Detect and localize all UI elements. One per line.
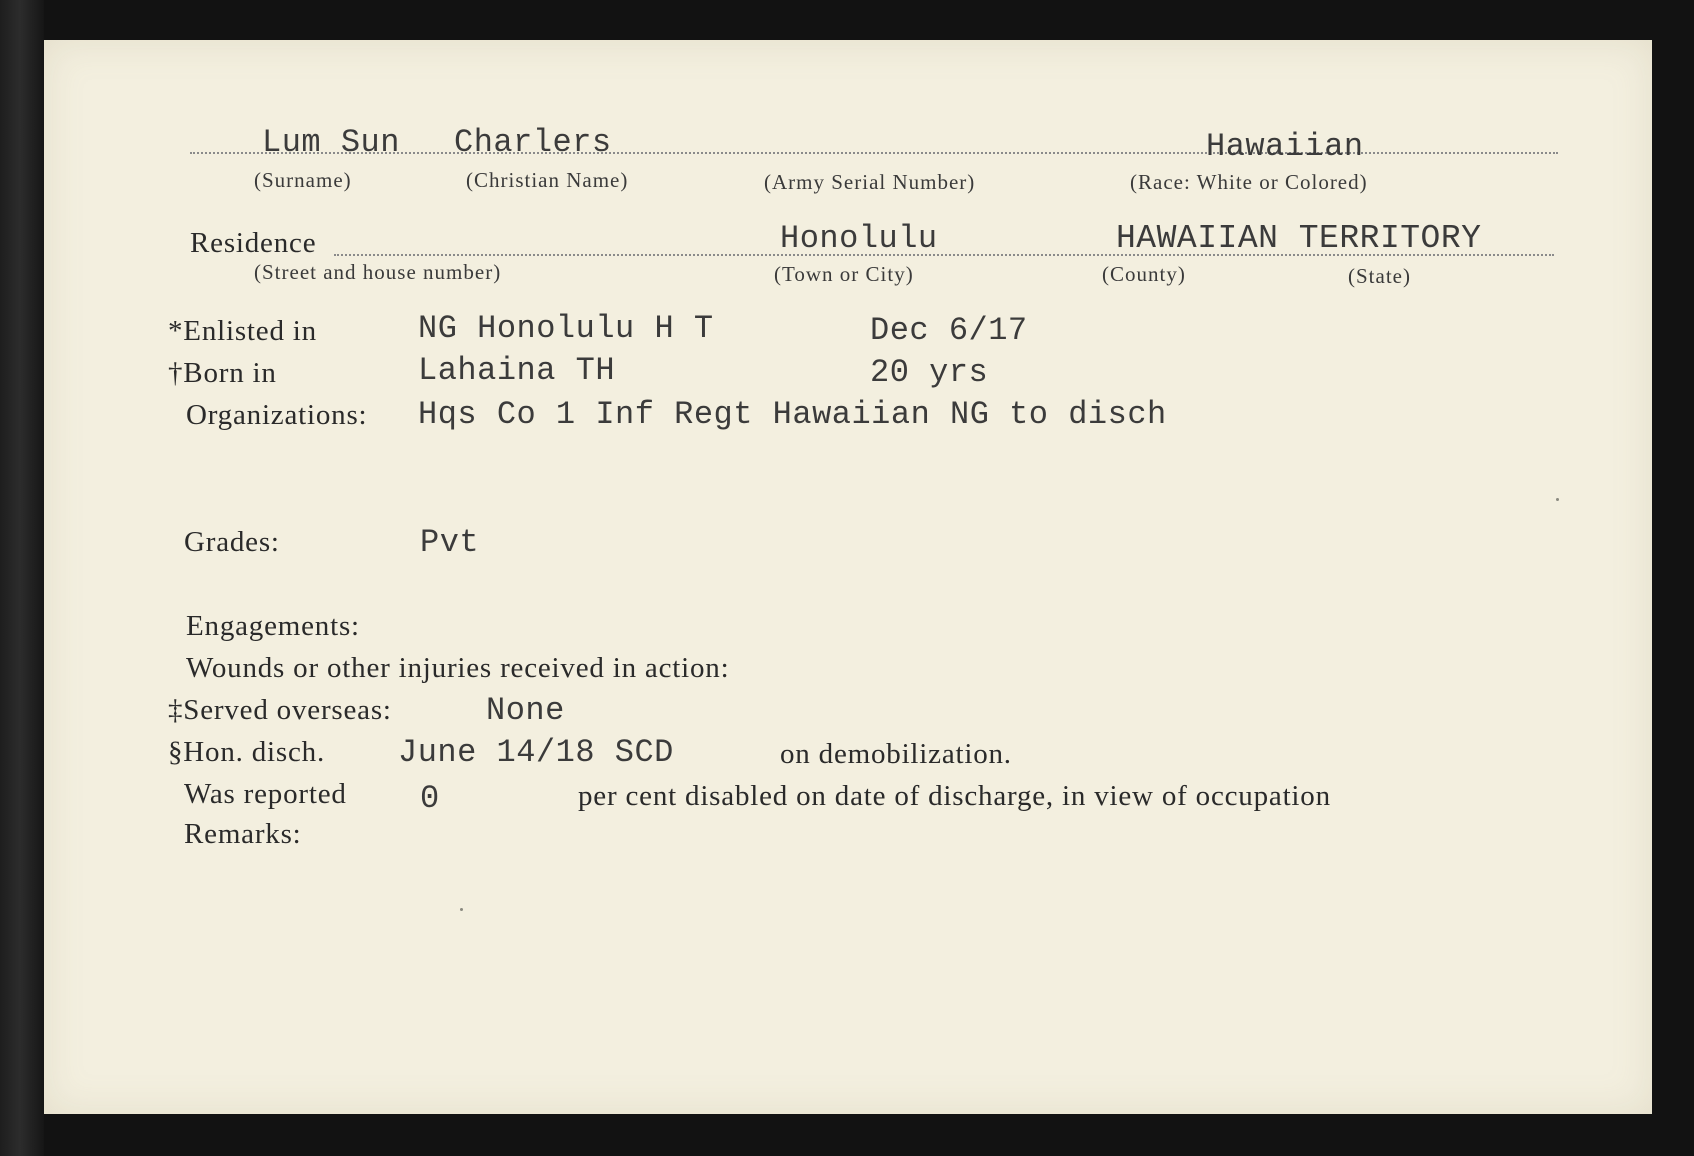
enlisted-place-value: NG Honolulu H T: [418, 310, 714, 347]
army-serial-caption: (Army Serial Number): [764, 170, 976, 194]
discharge-suffix: on demobilization.: [780, 738, 1012, 770]
paper-speck: [1556, 498, 1559, 501]
disability-suffix: per cent disabled on date of discharge, in view of occupation: [578, 780, 1331, 812]
born-place-value: Lahaina TH: [418, 352, 616, 389]
enlisted-label: *Enlisted in: [168, 315, 317, 347]
town-caption: (Town or City): [774, 262, 914, 286]
served-overseas-value: None: [486, 692, 565, 729]
grades-value: Pvt: [420, 524, 480, 561]
residence-state-value: HAWAIIAN TERRITORY: [1116, 220, 1482, 257]
served-overseas-label: ‡Served overseas:: [168, 694, 392, 726]
grades-label: Grades:: [184, 526, 280, 558]
residence-town-value: Honolulu: [780, 220, 938, 257]
surname-caption: (Surname): [254, 168, 352, 192]
born-age-value: 20 yrs: [870, 354, 989, 391]
service-record-card: [44, 40, 1652, 1114]
remarks-label: Remarks:: [184, 818, 302, 850]
honorable-discharge-label: §Hon. disch.: [168, 736, 326, 768]
honorable-discharge-value: June 14/18 SCD: [398, 734, 674, 771]
residence-label: Residence: [190, 227, 317, 259]
organizations-value: Hqs Co 1 Inf Regt Hawaiian NG to disch: [418, 396, 1167, 433]
race-value: Hawaiian: [1206, 128, 1364, 165]
county-caption: (County): [1102, 262, 1186, 286]
organizations-label: Organizations:: [186, 399, 368, 431]
christian-name-value: Charlers: [454, 124, 612, 161]
state-caption: (State): [1348, 264, 1411, 288]
enlisted-date-value: Dec 6/17: [870, 312, 1028, 349]
disability-label: Was reported: [184, 778, 347, 810]
binder-edge: [0, 0, 44, 1156]
street-caption: (Street and house number): [254, 260, 502, 284]
christian-name-caption: (Christian Name): [466, 168, 629, 192]
race-caption: (Race: White or Colored): [1130, 170, 1368, 194]
born-label: †Born in: [168, 357, 277, 389]
paper-speck: [460, 908, 463, 911]
surname-value: Lum Sun: [262, 124, 400, 161]
disability-percent-value: 0: [420, 780, 440, 817]
engagements-label: Engagements:: [186, 610, 360, 642]
wounds-label: Wounds or other injuries received in action:: [186, 652, 730, 684]
